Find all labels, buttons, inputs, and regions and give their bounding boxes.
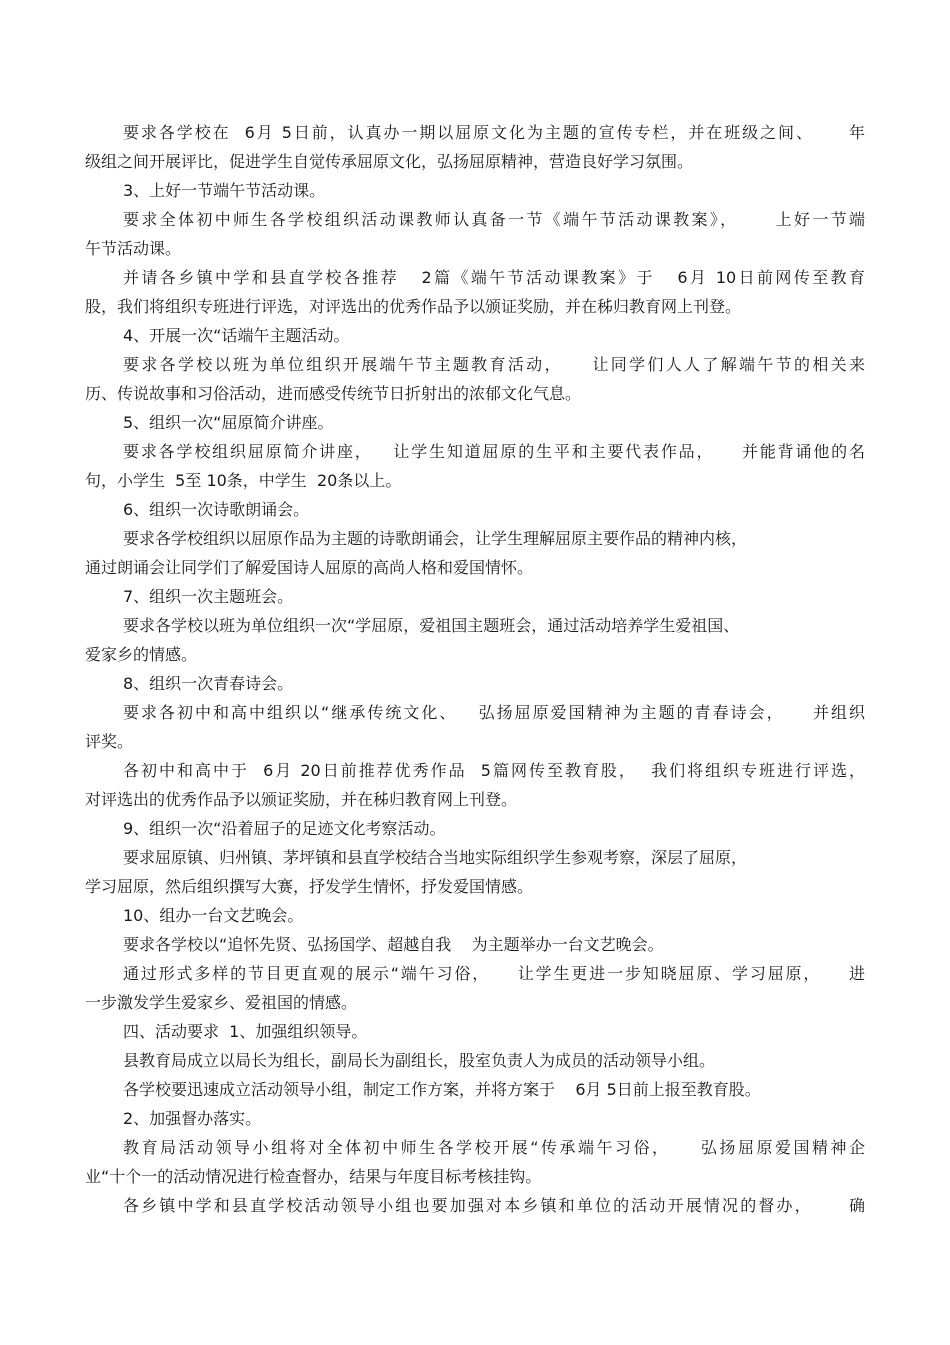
section-heading: 9、组织一次“沿着屈子的足迹文化考察活动。 [123, 819, 446, 838]
text-line: 要求各初中和高中组织以“继承传统文化、 弘扬屈原爱国精神为主题的青春诗会， 并组织 [123, 703, 865, 722]
section-heading: 4、开展一次“话端午主题活动。 [123, 326, 350, 345]
text-line: 要求各学校在 6月 5日前，认真办一期以屈原文化为主题的宣传专栏，并在班级之间、 年 [123, 123, 865, 142]
section-heading: 8、组织一次青春诗会。 [123, 674, 294, 693]
text-line: 对评选出的优秀作品予以颁证奖励，并在秭归教育网上刊登。 [85, 790, 518, 809]
text-line: 要求各学校以班为单位组织开展端午节主题教育活动， 让同学们人人了解端午节的相关来 [123, 355, 865, 374]
section-heading: 7、组织一次主题班会。 [123, 587, 294, 606]
text-line: 要求各学校组织以屈原作品为主题的诗歌朗诵会，让学生理解屈原主要作品的精神内核， [123, 529, 748, 548]
text-line: 级组之间开展评比，促进学生自觉传承屈原文化，弘扬屈原精神，营造良好学习氛围。 [85, 152, 694, 171]
text-line: 各初中和高中于 6月 20日前推荐优秀作品 5篇网传至教育股， 我们将组织专班进行评选， [123, 761, 865, 780]
section-heading: 四、活动要求 1、加强组织领导。 [123, 1022, 368, 1041]
text-line: 午节活动课。 [85, 239, 182, 258]
text-line: 要求各学校以班为单位组织一次“学屈原，爱祖国主题班会，通过活动培养学生爱祖国、 [123, 616, 740, 635]
text-line: 业“十个一的活动情况进行检查督办，结果与年度目标考核挂钩。 [85, 1167, 542, 1186]
text-line: 县教育局成立以局长为组长，副局长为副组长，股室负责人为成员的活动领导小组。 [123, 1051, 716, 1070]
text-line: 爱家乡的情感。 [85, 645, 198, 664]
section-heading: 3、上好一节端午节活动课。 [123, 181, 326, 200]
text-line: 要求全体初中师生各学校组织活动课教师认真备一节《端午节活动课教案》， 上好一节端 [123, 210, 865, 229]
section-heading: 10、组办一台文艺晚会。 [123, 906, 304, 925]
section-heading: 6、组织一次诗歌朗诵会。 [123, 500, 310, 519]
text-line: 通过朗诵会让同学们了解爱国诗人屈原的高尚人格和爱国情怀。 [85, 558, 534, 577]
text-line: 历、传说故事和习俗活动，进而感受传统节日折射出的浓郁文化气息。 [85, 384, 582, 403]
text-line: 教育局活动领导小组将对全体初中师生各学校开展“传承端午习俗， 弘扬屈原爱国精神企 [123, 1138, 865, 1157]
text-line: 股，我们将组织专班进行评选，对评选出的优秀作品予以颁证奖励，并在秭归教育网上刊登。 [85, 297, 742, 316]
text-line: 学习屈原，然后组织撰写大赛，抒发学生情怀，抒发爱国情感。 [85, 877, 534, 896]
text-line: 各乡镇中学和县直学校活动领导小组也要加强对本乡镇和单位的活动开展情况的督办， 确 [123, 1196, 865, 1215]
document-page [85, 118, 865, 1220]
text-line: 要求屈原镇、归州镇、茅坪镇和县直学校结合当地实际组织学生参观考察，深层了屈原， [123, 848, 748, 867]
text-line: 通过形式多样的节目更直观的展示“端午习俗， 让学生更进一步知晓屈原、学习屈原， 进 [123, 964, 865, 983]
text-line: 要求各学校以“追怀先贤、弘扬国学、超越自我 为主题举办一台文艺晚会。 [123, 935, 664, 954]
text-line: 并请各乡镇中学和县直学校各推荐 2篇《端午节活动课教案》于 6月 10日前网传至教育 [123, 268, 865, 287]
text-line: 一步激发学生爱家乡、爱祖国的情感。 [85, 993, 358, 1012]
section-heading: 2、加强督办落实。 [123, 1109, 262, 1128]
text-line: 各学校要迅速成立活动领导小组，制定工作方案，并将方案于 6月 5日前上报至教育股。 [123, 1080, 761, 1099]
section-heading: 5、组织一次“屈原简介讲座。 [123, 413, 334, 432]
text-line: 评奖。 [85, 732, 134, 751]
text-line: 句，小学生 5至 10条，中学生 20条以上。 [85, 471, 402, 490]
text-line: 要求各学校组织屈原简介讲座， 让学生知道屈原的生平和主要代表作品， 并能背诵他的名 [123, 442, 865, 461]
